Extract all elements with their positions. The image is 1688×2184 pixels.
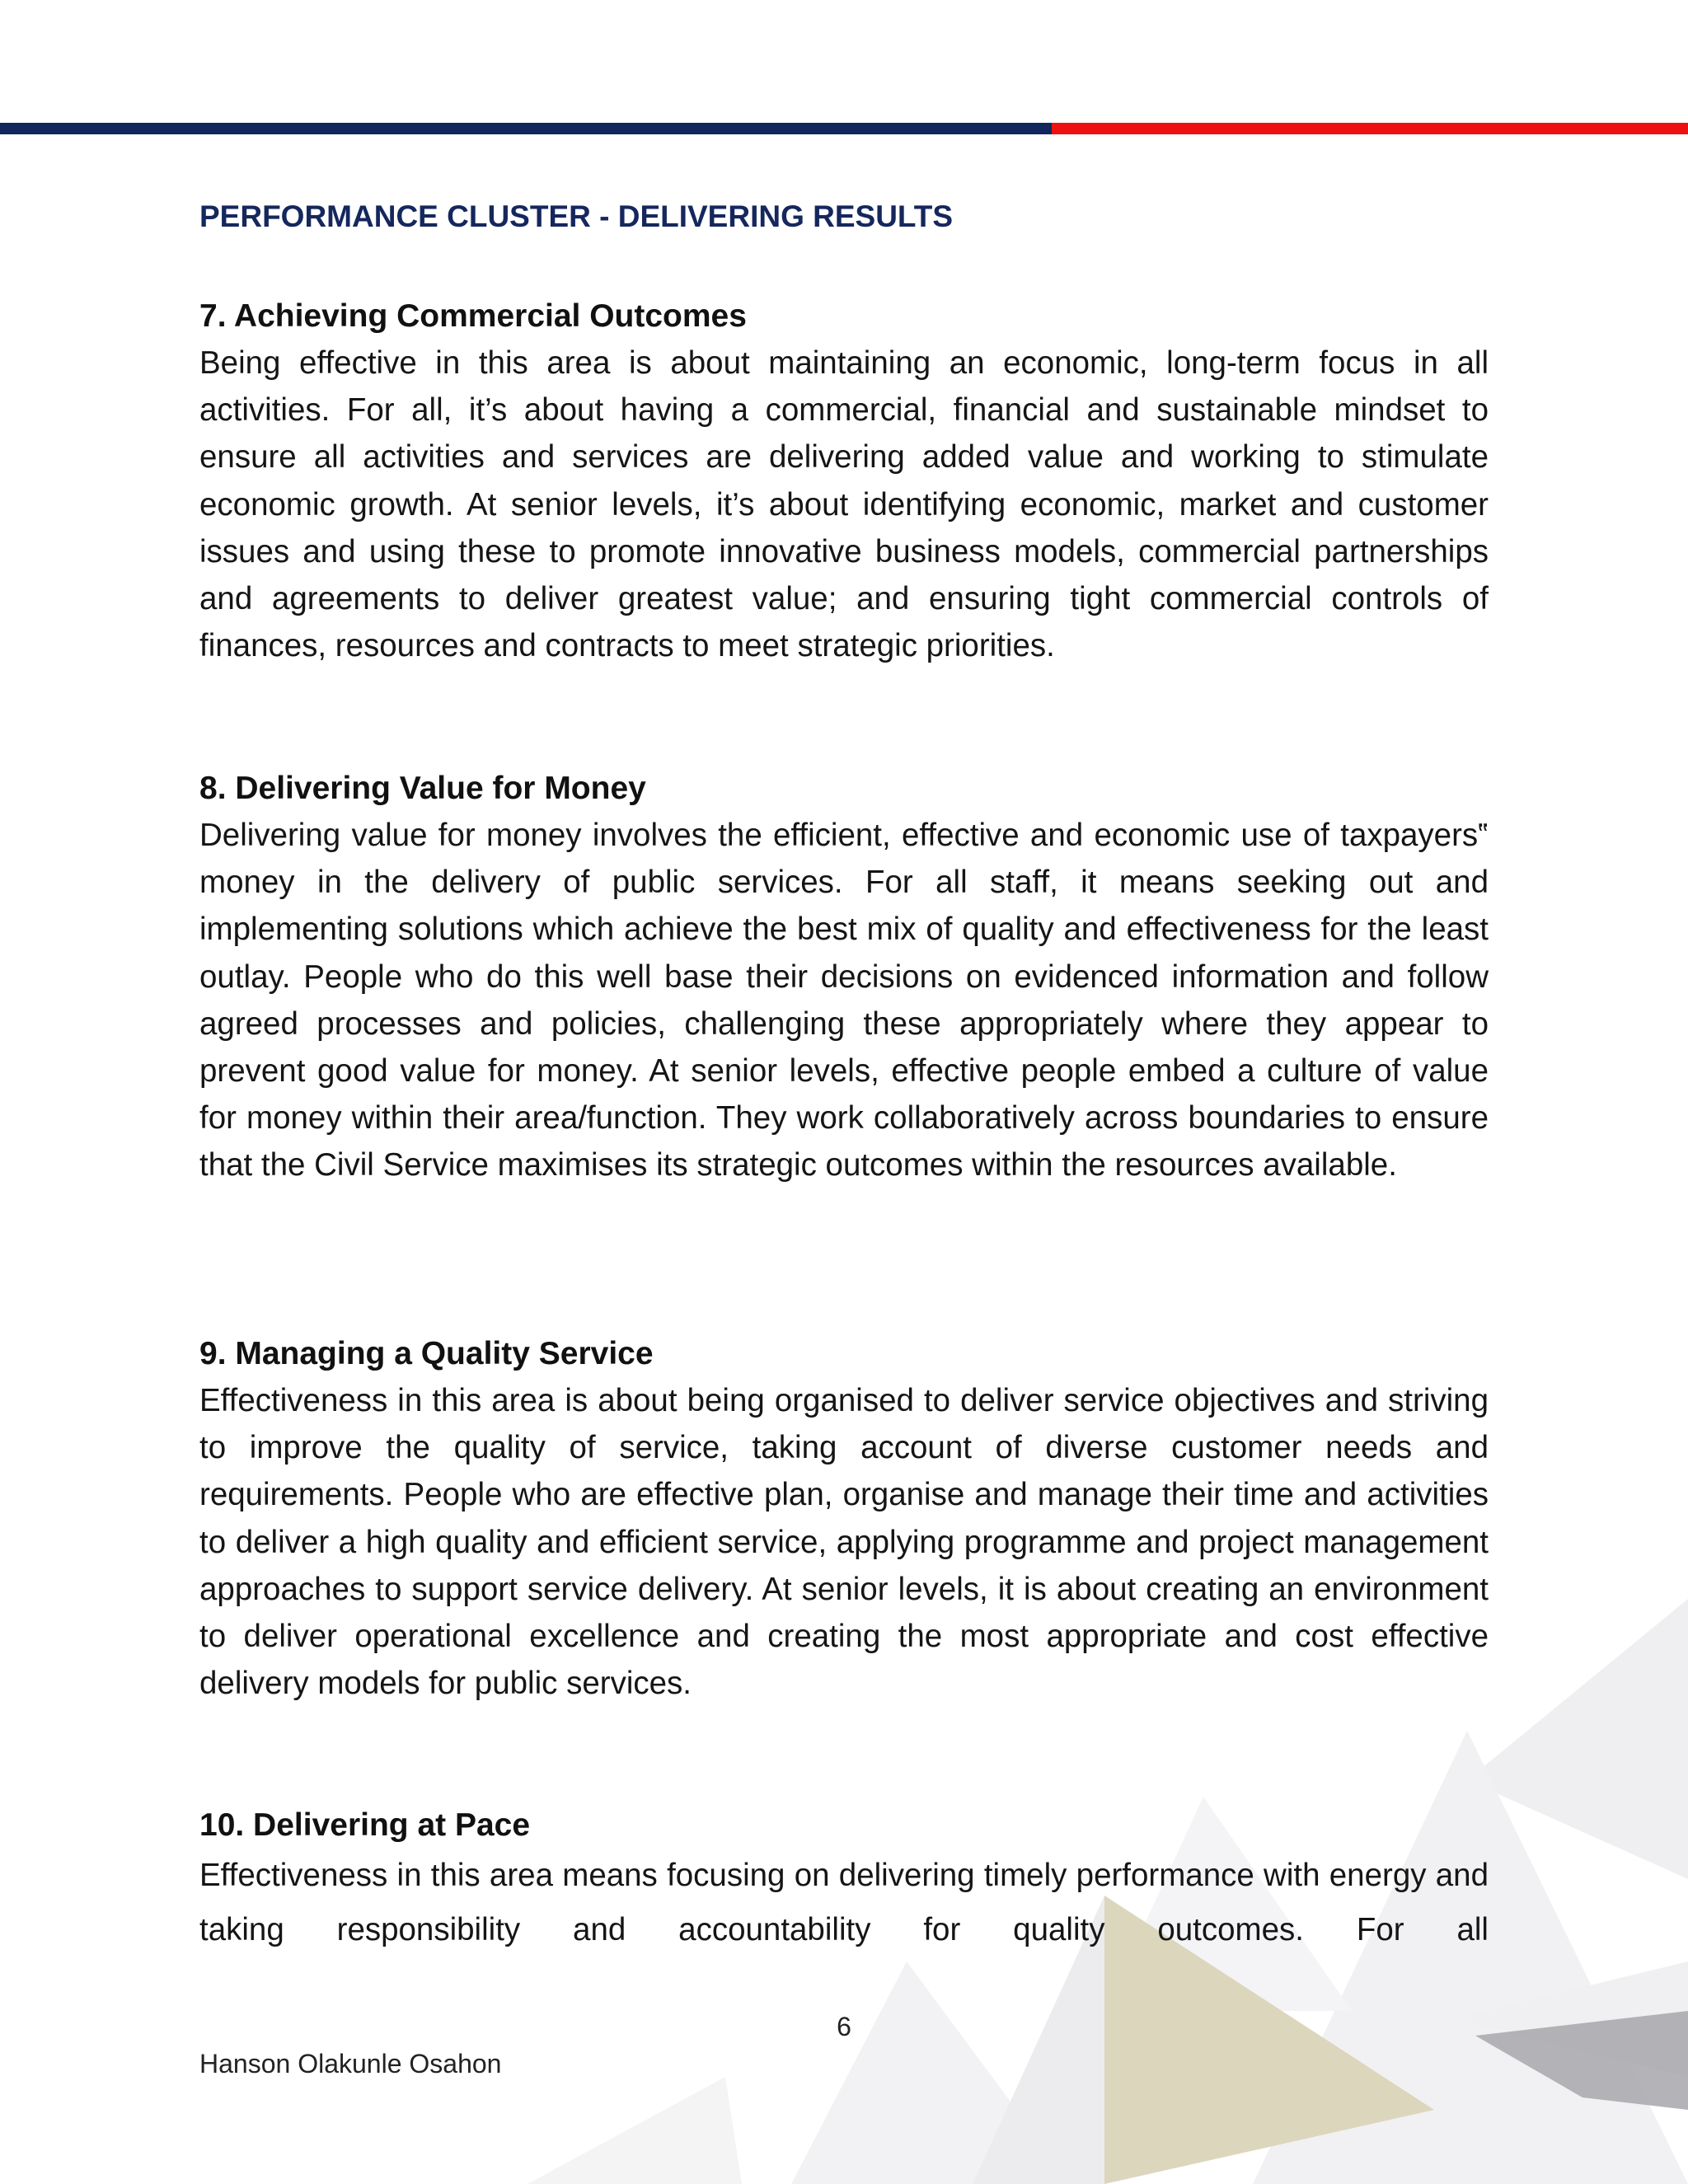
- page-number: 6: [837, 2012, 851, 2041]
- author-name: Hanson Olakunle Osahon: [199, 2049, 502, 2079]
- section-heading: 10. Delivering at Pace: [199, 1807, 531, 1843]
- section-quality-service: [199, 1330, 1489, 1707]
- section-body: Effectiveness in this area means focusing on delivering timely performance with energy and taking responsibility and accountability for quality outcomes. For all: [199, 1858, 1489, 1947]
- section-body: Effectiveness in this area is about being organised to deliver service objectives and striving to improve the quality of service, taking account of diverse customer needs and requirements. People who are effective plan, organise and manage their time and activities to deliver a high quality and efficient service, applying programme and project management approaches to support service delivery. At senior levels, it is about creating an environment to deliver operational excellence and creating the most appropriate and cost effective delivery models for public services.: [199, 1383, 1489, 1702]
- section-commercial-outcomes: [199, 293, 1489, 669]
- cluster-title: PERFORMANCE CLUSTER - DELIVERING RESULTS: [199, 199, 954, 233]
- section-delivering-at-pace: [199, 1802, 1489, 1957]
- section-heading: 7. Achieving Commercial Outcomes: [199, 298, 747, 334]
- section-value-for-money: [199, 765, 1489, 1189]
- bg-triangle: [528, 2077, 742, 2184]
- section-heading: 9. Managing a Quality Service: [199, 1336, 654, 1371]
- section-body: Delivering value for money involves the efficient, effective and economic use of taxpayers‟ money in the delivery of public services. For all staff, it means seeking out and implementing solutions which achieve the best mix of quality and effectiveness for the least outlay. People who do this well base their decisions on evidenced information and follow agreed processes and policies, challenging these appropriately where they appear to prevent good value for money. At senior levels, effective people embed a culture of value for money within their area/function. They work collaboratively across boundaries to ensure that the Civil Service maximises its strategic outcomes within the resources available.: [199, 818, 1489, 1183]
- section-heading: 8. Delivering Value for Money: [199, 771, 646, 806]
- section-body: Being effective in this area is about maintaining an economic, long-term focus in all activities. For all, it’s about having a commercial, financial and sustainable mindset to ensure all activities and services are delivering added value and working to stimulate economic growth. At senior levels, it’s about identifying economic, market and customer issues and using these to promote innovative business models, commercial partnerships and agreements to deliver greatest value; and ensuring tight commercial controls of finances, resources and contracts to meet strategic priorities.: [199, 345, 1489, 664]
